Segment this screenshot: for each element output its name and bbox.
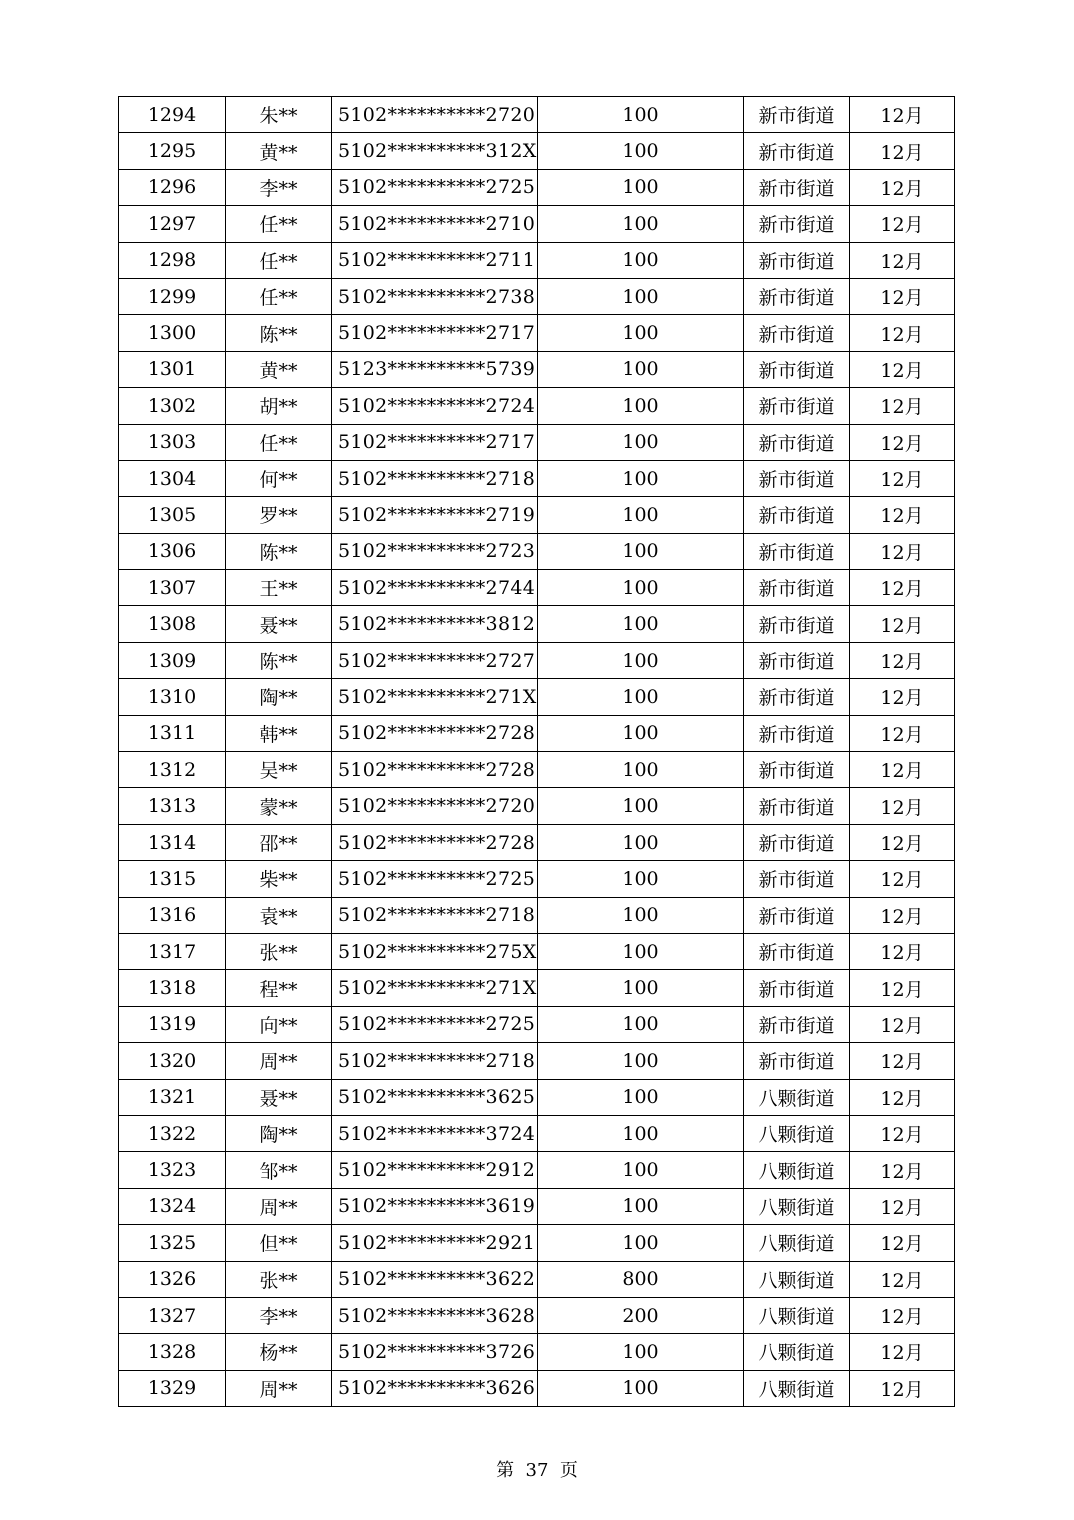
- table-row: [119, 752, 955, 788]
- cell-serial-number: 1321: [119, 1079, 226, 1115]
- cell-street: 新市街道: [744, 424, 850, 460]
- cell-serial-number: 1317: [119, 933, 226, 969]
- table-row: [119, 1115, 955, 1151]
- table-row: [119, 533, 955, 569]
- cell-street: 新市街道: [744, 97, 850, 133]
- cell-serial-number: 1305: [119, 497, 226, 533]
- table-body: [119, 97, 955, 1407]
- cell-name: 张**: [226, 933, 332, 969]
- cell-name: 程**: [226, 970, 332, 1006]
- table-row: [119, 388, 955, 424]
- cell-id-number: 5102**********2728: [332, 715, 538, 751]
- cell-serial-number: 1328: [119, 1334, 226, 1370]
- cell-amount: 100: [538, 169, 744, 205]
- cell-month: 12月: [850, 351, 955, 387]
- cell-name: 蒙**: [226, 788, 332, 824]
- cell-amount: 100: [538, 1152, 744, 1188]
- table-row: [119, 715, 955, 751]
- cell-name: 陶**: [226, 679, 332, 715]
- table-row: [119, 206, 955, 242]
- cell-amount: 100: [538, 715, 744, 751]
- cell-amount: 100: [538, 278, 744, 314]
- cell-amount: 100: [538, 752, 744, 788]
- cell-name: 任**: [226, 424, 332, 460]
- cell-street: 八颗街道: [744, 1334, 850, 1370]
- cell-street: 八颗街道: [744, 1079, 850, 1115]
- cell-serial-number: 1310: [119, 679, 226, 715]
- cell-amount: 100: [538, 570, 744, 606]
- cell-serial-number: 1304: [119, 460, 226, 496]
- cell-street: 新市街道: [744, 679, 850, 715]
- cell-id-number: 5102**********3625: [332, 1079, 538, 1115]
- cell-id-number: 5102**********3626: [332, 1370, 538, 1406]
- cell-name: 杨**: [226, 1334, 332, 1370]
- cell-month: 12月: [850, 1261, 955, 1297]
- cell-street: 新市街道: [744, 388, 850, 424]
- cell-amount: 100: [538, 861, 744, 897]
- cell-amount: 800: [538, 1261, 744, 1297]
- cell-id-number: 5102**********2727: [332, 642, 538, 678]
- cell-id-number: 5102**********312X: [332, 133, 538, 169]
- cell-name: 胡**: [226, 388, 332, 424]
- cell-amount: 100: [538, 897, 744, 933]
- cell-month: 12月: [850, 752, 955, 788]
- table-row: [119, 1334, 955, 1370]
- cell-amount: 100: [538, 1225, 744, 1261]
- cell-month: 12月: [850, 1043, 955, 1079]
- cell-name: 聂**: [226, 606, 332, 642]
- table-row: [119, 570, 955, 606]
- cell-month: 12月: [850, 133, 955, 169]
- cell-serial-number: 1314: [119, 824, 226, 860]
- cell-serial-number: 1323: [119, 1152, 226, 1188]
- cell-amount: 200: [538, 1297, 744, 1333]
- table-row: [119, 1225, 955, 1261]
- cell-month: 12月: [850, 278, 955, 314]
- table-row: [119, 897, 955, 933]
- cell-name: 朱**: [226, 97, 332, 133]
- cell-id-number: 5102**********2725: [332, 1006, 538, 1042]
- cell-amount: 100: [538, 788, 744, 824]
- cell-name: 任**: [226, 278, 332, 314]
- cell-serial-number: 1294: [119, 97, 226, 133]
- table-row: [119, 497, 955, 533]
- cell-name: 周**: [226, 1043, 332, 1079]
- cell-amount: 100: [538, 1079, 744, 1115]
- table-row: [119, 970, 955, 1006]
- cell-name: 聂**: [226, 1079, 332, 1115]
- cell-name: 向**: [226, 1006, 332, 1042]
- cell-street: 八颗街道: [744, 1297, 850, 1333]
- cell-street: 八颗街道: [744, 1370, 850, 1406]
- cell-street: 新市街道: [744, 570, 850, 606]
- cell-street: 新市街道: [744, 715, 850, 751]
- cell-name: 陶**: [226, 1115, 332, 1151]
- cell-serial-number: 1300: [119, 315, 226, 351]
- cell-street: 新市街道: [744, 1043, 850, 1079]
- cell-amount: 100: [538, 388, 744, 424]
- cell-month: 12月: [850, 1297, 955, 1333]
- cell-serial-number: 1297: [119, 206, 226, 242]
- cell-street: 新市街道: [744, 897, 850, 933]
- cell-month: 12月: [850, 970, 955, 1006]
- cell-name: 任**: [226, 206, 332, 242]
- cell-name: 袁**: [226, 897, 332, 933]
- cell-month: 12月: [850, 97, 955, 133]
- cell-id-number: 5102**********2717: [332, 315, 538, 351]
- table-row: [119, 861, 955, 897]
- cell-amount: 100: [538, 242, 744, 278]
- cell-amount: 100: [538, 1115, 744, 1151]
- table-row: [119, 1152, 955, 1188]
- cell-street: 新市街道: [744, 460, 850, 496]
- page-number: 第 37 页: [496, 1460, 578, 1481]
- cell-amount: 100: [538, 1043, 744, 1079]
- cell-name: 柴**: [226, 861, 332, 897]
- cell-id-number: 5102**********2728: [332, 824, 538, 860]
- table-row: [119, 824, 955, 860]
- cell-id-number: 5102**********2718: [332, 460, 538, 496]
- cell-street: 八颗街道: [744, 1115, 850, 1151]
- data-table-container: [118, 96, 955, 1407]
- cell-name: 周**: [226, 1188, 332, 1224]
- cell-serial-number: 1324: [119, 1188, 226, 1224]
- cell-id-number: 5102**********2728: [332, 752, 538, 788]
- table-row: [119, 1079, 955, 1115]
- cell-id-number: 5102**********2717: [332, 424, 538, 460]
- cell-id-number: 5102**********2724: [332, 388, 538, 424]
- cell-amount: 100: [538, 133, 744, 169]
- cell-name: 李**: [226, 169, 332, 205]
- cell-month: 12月: [850, 715, 955, 751]
- cell-id-number: 5102**********2720: [332, 97, 538, 133]
- table-row: [119, 1297, 955, 1333]
- cell-month: 12月: [850, 1225, 955, 1261]
- cell-month: 12月: [850, 606, 955, 642]
- cell-amount: 100: [538, 606, 744, 642]
- cell-serial-number: 1306: [119, 533, 226, 569]
- subsidy-table: [118, 96, 955, 1407]
- table-row: [119, 1006, 955, 1042]
- cell-id-number: 5102**********2723: [332, 533, 538, 569]
- cell-month: 12月: [850, 1079, 955, 1115]
- cell-serial-number: 1318: [119, 970, 226, 1006]
- cell-amount: 100: [538, 933, 744, 969]
- table-row: [119, 278, 955, 314]
- table-row: [119, 315, 955, 351]
- cell-id-number: 5102**********3724: [332, 1115, 538, 1151]
- cell-name: 陈**: [226, 315, 332, 351]
- cell-id-number: 5102**********2725: [332, 169, 538, 205]
- cell-name: 黄**: [226, 351, 332, 387]
- cell-street: 八颗街道: [744, 1261, 850, 1297]
- cell-id-number: 5102**********3726: [332, 1334, 538, 1370]
- cell-month: 12月: [850, 933, 955, 969]
- cell-id-number: 5102**********275X: [332, 933, 538, 969]
- cell-name: 任**: [226, 242, 332, 278]
- cell-serial-number: 1316: [119, 897, 226, 933]
- table-row: [119, 424, 955, 460]
- cell-id-number: 5102**********2720: [332, 788, 538, 824]
- cell-id-number: 5102**********2718: [332, 897, 538, 933]
- cell-name: 张**: [226, 1261, 332, 1297]
- cell-serial-number: 1302: [119, 388, 226, 424]
- cell-id-number: 5102**********2744: [332, 570, 538, 606]
- cell-street: 新市街道: [744, 497, 850, 533]
- cell-month: 12月: [850, 424, 955, 460]
- cell-name: 邵**: [226, 824, 332, 860]
- cell-name: 但**: [226, 1225, 332, 1261]
- cell-amount: 100: [538, 679, 744, 715]
- cell-month: 12月: [850, 169, 955, 205]
- cell-month: 12月: [850, 679, 955, 715]
- cell-month: 12月: [850, 460, 955, 496]
- cell-month: 12月: [850, 861, 955, 897]
- cell-serial-number: 1312: [119, 752, 226, 788]
- table-row: [119, 679, 955, 715]
- cell-id-number: 5102**********3628: [332, 1297, 538, 1333]
- table-row: [119, 1261, 955, 1297]
- cell-street: 新市街道: [744, 242, 850, 278]
- cell-street: 八颗街道: [744, 1225, 850, 1261]
- cell-serial-number: 1307: [119, 570, 226, 606]
- cell-month: 12月: [850, 315, 955, 351]
- cell-street: 新市街道: [744, 788, 850, 824]
- table-row: [119, 460, 955, 496]
- table-row: [119, 133, 955, 169]
- cell-name: 韩**: [226, 715, 332, 751]
- table-row: [119, 242, 955, 278]
- table-row: [119, 1043, 955, 1079]
- cell-month: 12月: [850, 242, 955, 278]
- cell-amount: 100: [538, 533, 744, 569]
- cell-id-number: 5102**********2725: [332, 861, 538, 897]
- cell-name: 周**: [226, 1370, 332, 1406]
- cell-street: 新市街道: [744, 606, 850, 642]
- cell-serial-number: 1325: [119, 1225, 226, 1261]
- cell-street: 新市街道: [744, 970, 850, 1006]
- cell-serial-number: 1322: [119, 1115, 226, 1151]
- cell-name: 邹**: [226, 1152, 332, 1188]
- cell-serial-number: 1320: [119, 1043, 226, 1079]
- cell-name: 李**: [226, 1297, 332, 1333]
- cell-street: 新市街道: [744, 533, 850, 569]
- cell-serial-number: 1311: [119, 715, 226, 751]
- cell-month: 12月: [850, 1334, 955, 1370]
- cell-name: 吴**: [226, 752, 332, 788]
- table-row: [119, 606, 955, 642]
- cell-month: 12月: [850, 1006, 955, 1042]
- cell-amount: 100: [538, 315, 744, 351]
- cell-street: 新市街道: [744, 351, 850, 387]
- cell-amount: 100: [538, 642, 744, 678]
- cell-street: 新市街道: [744, 206, 850, 242]
- cell-amount: 100: [538, 97, 744, 133]
- cell-serial-number: 1329: [119, 1370, 226, 1406]
- cell-month: 12月: [850, 642, 955, 678]
- cell-street: 新市街道: [744, 933, 850, 969]
- cell-amount: 100: [538, 206, 744, 242]
- cell-amount: 100: [538, 970, 744, 1006]
- cell-street: 新市街道: [744, 169, 850, 205]
- cell-id-number: 5102**********3622: [332, 1261, 538, 1297]
- cell-street: 八颗街道: [744, 1188, 850, 1224]
- cell-id-number: 5102**********2718: [332, 1043, 538, 1079]
- cell-amount: 100: [538, 424, 744, 460]
- cell-serial-number: 1313: [119, 788, 226, 824]
- cell-amount: 100: [538, 460, 744, 496]
- cell-month: 12月: [850, 533, 955, 569]
- cell-month: 12月: [850, 1115, 955, 1151]
- cell-street: 新市街道: [744, 861, 850, 897]
- cell-month: 12月: [850, 897, 955, 933]
- cell-id-number: 5102**********2719: [332, 497, 538, 533]
- cell-id-number: 5102**********271X: [332, 679, 538, 715]
- cell-name: 陈**: [226, 533, 332, 569]
- cell-id-number: 5102**********2738: [332, 278, 538, 314]
- cell-month: 12月: [850, 1188, 955, 1224]
- cell-serial-number: 1303: [119, 424, 226, 460]
- cell-name: 王**: [226, 570, 332, 606]
- cell-serial-number: 1309: [119, 642, 226, 678]
- cell-month: 12月: [850, 1152, 955, 1188]
- table-row: [119, 933, 955, 969]
- cell-street: 八颗街道: [744, 1152, 850, 1188]
- cell-id-number: 5102**********2912: [332, 1152, 538, 1188]
- cell-serial-number: 1308: [119, 606, 226, 642]
- cell-id-number: 5123**********5739: [332, 351, 538, 387]
- table-row: [119, 642, 955, 678]
- table-row: [119, 1370, 955, 1406]
- cell-amount: 100: [538, 1334, 744, 1370]
- cell-serial-number: 1295: [119, 133, 226, 169]
- cell-street: 新市街道: [744, 133, 850, 169]
- cell-month: 12月: [850, 824, 955, 860]
- cell-month: 12月: [850, 497, 955, 533]
- cell-name: 黄**: [226, 133, 332, 169]
- cell-street: 新市街道: [744, 752, 850, 788]
- cell-month: 12月: [850, 570, 955, 606]
- cell-name: 陈**: [226, 642, 332, 678]
- cell-id-number: 5102**********2711: [332, 242, 538, 278]
- cell-street: 新市街道: [744, 642, 850, 678]
- cell-name: 何**: [226, 460, 332, 496]
- cell-id-number: 5102**********3812: [332, 606, 538, 642]
- table-row: [119, 788, 955, 824]
- cell-month: 12月: [850, 1370, 955, 1406]
- cell-amount: 100: [538, 351, 744, 387]
- cell-street: 新市街道: [744, 278, 850, 314]
- cell-amount: 100: [538, 824, 744, 860]
- cell-street: 新市街道: [744, 315, 850, 351]
- cell-serial-number: 1327: [119, 1297, 226, 1333]
- cell-amount: 100: [538, 497, 744, 533]
- cell-id-number: 5102**********3619: [332, 1188, 538, 1224]
- cell-serial-number: 1315: [119, 861, 226, 897]
- cell-id-number: 5102**********2710: [332, 206, 538, 242]
- cell-serial-number: 1301: [119, 351, 226, 387]
- cell-street: 新市街道: [744, 1006, 850, 1042]
- cell-serial-number: 1296: [119, 169, 226, 205]
- table-row: [119, 1188, 955, 1224]
- cell-amount: 100: [538, 1370, 744, 1406]
- table-row: [119, 169, 955, 205]
- table-row: [119, 351, 955, 387]
- cell-street: 新市街道: [744, 824, 850, 860]
- cell-month: 12月: [850, 206, 955, 242]
- cell-serial-number: 1326: [119, 1261, 226, 1297]
- cell-amount: 100: [538, 1006, 744, 1042]
- cell-name: 罗**: [226, 497, 332, 533]
- cell-month: 12月: [850, 388, 955, 424]
- cell-serial-number: 1319: [119, 1006, 226, 1042]
- cell-month: 12月: [850, 788, 955, 824]
- cell-id-number: 5102**********2921: [332, 1225, 538, 1261]
- table-row: [119, 97, 955, 133]
- cell-serial-number: 1298: [119, 242, 226, 278]
- cell-amount: 100: [538, 1188, 744, 1224]
- cell-id-number: 5102**********271X: [332, 970, 538, 1006]
- cell-serial-number: 1299: [119, 278, 226, 314]
